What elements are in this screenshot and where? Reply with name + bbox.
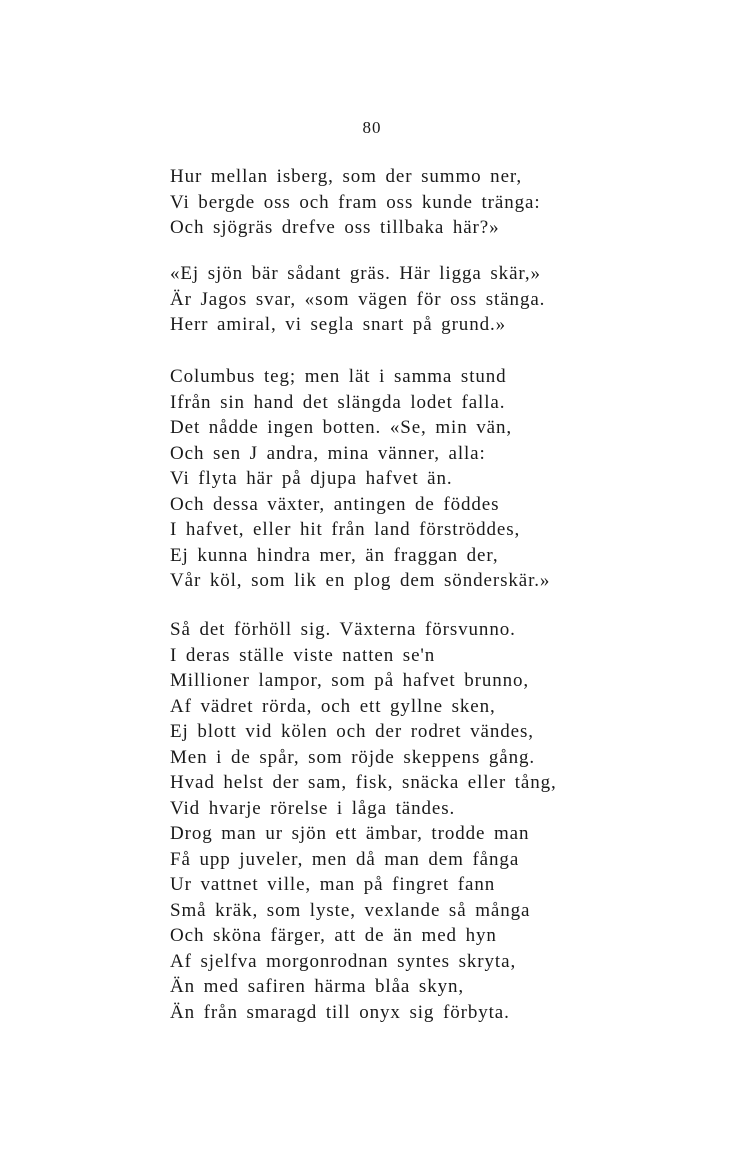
verse-line: Vi bergde oss och fram oss kunde tränga: bbox=[170, 191, 541, 213]
verse-line: Vid hvarje rörelse i låga tändes. bbox=[170, 797, 456, 819]
verse-line: Och dessa växter, antingen de föddes bbox=[170, 493, 500, 515]
verse-line: Det nådde ingen botten. «Se, min vän, bbox=[170, 417, 513, 438]
verse-line: Få upp juveler, men då man dem fånga bbox=[170, 848, 520, 870]
verse-line: Ifrån sin hand det slängda lodet falla. bbox=[170, 391, 506, 413]
verse-line: Vi flyta här på djupa hafvet än. bbox=[170, 468, 453, 489]
verse-line: Millioner lampor, som på hafvet brunno, bbox=[170, 670, 530, 691]
verse-line: Ej blott vid kölen och der rodret vändes, bbox=[170, 721, 534, 742]
verse-line: Af sjelfva morgonrodnan syntes skryta, bbox=[170, 950, 517, 972]
verse-line: I deras ställe viste natten se'n bbox=[170, 644, 436, 666]
verse-line: Herr amiral, vi segla snart på grund.» bbox=[170, 314, 507, 335]
verse-line: Men i de spår, som röjde skeppens gång. bbox=[170, 746, 536, 768]
verse-line: Är Jagos svar, «som vägen för oss stänga. bbox=[170, 288, 546, 310]
verse-line: Små kräk, som lyste, vexlande så många bbox=[170, 899, 531, 921]
verse-line: Hvad helst der sam, fisk, snäcka eller tång, bbox=[170, 772, 557, 793]
verse-line: Än från smaragd till onyx sig förbyta. bbox=[170, 1001, 510, 1023]
verse-line: Columbus teg; men lät i samma stund bbox=[170, 366, 507, 387]
verse-line: Drog man ur sjön ett ämbar, trodde man bbox=[170, 823, 530, 844]
verse-line: Vår köl, som lik en plog dem sönderskär.» bbox=[170, 570, 551, 591]
verse-line: Af vädret rörda, och ett gyllne sken, bbox=[170, 695, 496, 717]
page-number: 80 bbox=[362, 118, 382, 137]
verse-line: Och sen J andra, mina vänner, alla: bbox=[170, 442, 486, 464]
stanza-3 bbox=[170, 364, 730, 594]
verse-line: Så det förhöll sig. Växterna försvunno. bbox=[170, 619, 516, 640]
verse-line: Än med safiren härma blåa skyn, bbox=[170, 976, 465, 997]
stanza-4 bbox=[170, 617, 730, 1025]
verse-line: I hafvet, eller hit från land förströddes, bbox=[170, 519, 521, 540]
verse-line: Och sköna färger, att de än med hyn bbox=[170, 925, 497, 946]
stanza-1 bbox=[170, 164, 730, 241]
verse-line: Och sjögräs drefve oss tillbaka här?» bbox=[170, 217, 500, 238]
verse-line: Ur vattnet ville, man på fingret fann bbox=[170, 874, 496, 895]
stanza-2 bbox=[170, 261, 730, 338]
verse-line: «Ej sjön bär sådant gräs. Här ligga skär,» bbox=[170, 263, 541, 284]
verse-line: Hur mellan isberg, som der summo ner, bbox=[170, 166, 523, 187]
verse-line: Ej kunna hindra mer, än fraggan der, bbox=[170, 544, 499, 566]
